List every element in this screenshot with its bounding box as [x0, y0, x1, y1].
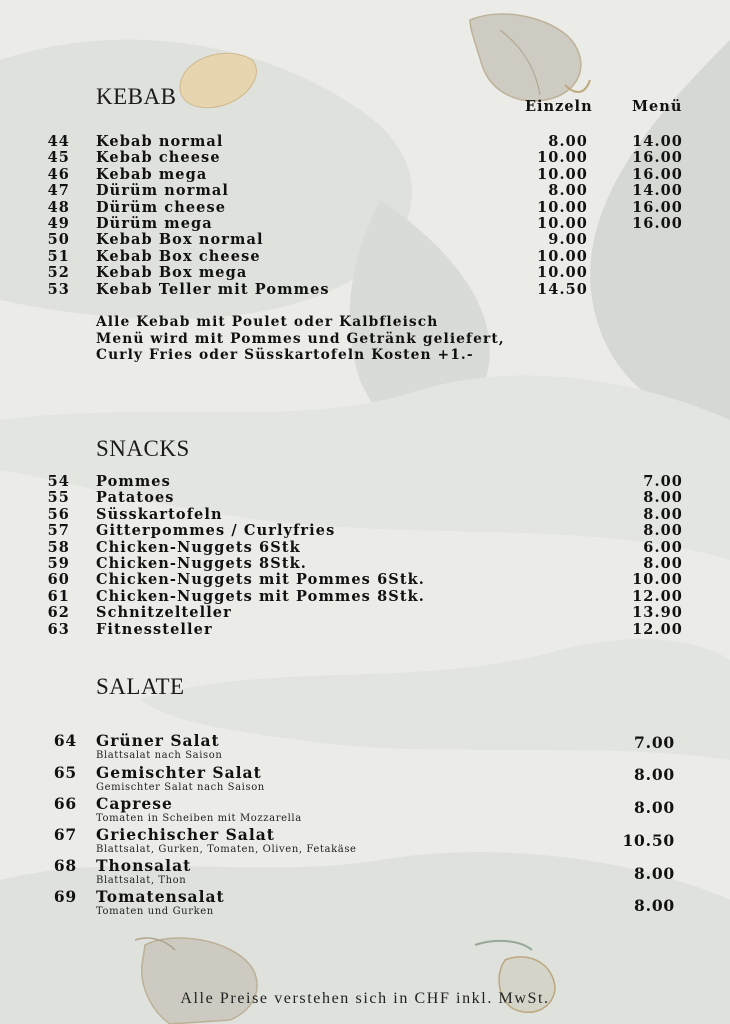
item-price: 7.00: [634, 733, 675, 752]
kebab-note-line: Curly Fries oder Süsskartofeln Kosten +1.-: [96, 347, 474, 364]
salad-item-row: [0, 731, 730, 762]
menu-price: 14.00: [632, 182, 683, 200]
menu-item-row: [0, 282, 730, 298]
item-number: 46: [47, 165, 70, 183]
item-description: Blattsalat nach Saison: [96, 750, 223, 761]
menu-item-row: [0, 589, 730, 605]
kebab-notes: [96, 314, 505, 364]
menu-item-row: [0, 572, 730, 588]
item-description: Blattsalat, Gurken, Tomaten, Oliven, Fetakäse: [96, 844, 357, 855]
salate-section-title: SALATE: [96, 674, 185, 699]
item-name: Chicken-Nuggets mit Pommes 6Stk.: [96, 571, 425, 589]
item-number: 57: [47, 522, 70, 540]
menu-price: 14.00: [632, 133, 683, 150]
single-price: 14.50: [537, 280, 588, 298]
item-name: Grüner Salat: [96, 731, 220, 750]
single-price: 10.00: [537, 149, 588, 167]
kebab-note-line: Alle Kebab mit Poulet oder Kalbfleisch: [96, 314, 439, 330]
item-price: 12.00: [632, 587, 683, 605]
single-price: 10.00: [537, 264, 588, 282]
item-number: 54: [47, 473, 70, 490]
single-price: 10.00: [537, 247, 588, 265]
price-footnote: Alle Preise verstehen sich in CHF inkl. MwSt.: [180, 990, 550, 1007]
item-name: Kebab Box mega: [96, 264, 248, 282]
menu-item-row: [0, 556, 730, 572]
item-number: 67: [53, 825, 77, 844]
item-description: Gemischter Salat nach Saison: [96, 782, 265, 793]
menu-item-row: [0, 490, 730, 506]
single-price: 10.00: [537, 198, 588, 216]
item-number: 50: [47, 231, 70, 249]
menu-item-row: [0, 249, 730, 265]
item-price: 12.00: [632, 620, 683, 638]
menu-item-row: [0, 474, 730, 490]
item-number: 49: [47, 215, 70, 232]
item-name: Chicken-Nuggets 6Stk: [96, 538, 301, 556]
menu-item-row: [0, 232, 730, 248]
item-price: 8.00: [643, 522, 683, 540]
menu-item-row: [0, 183, 730, 199]
item-name: Kebab normal: [96, 133, 224, 150]
item-number: 68: [53, 856, 77, 875]
item-price: 13.90: [632, 604, 683, 622]
item-name: Dürüm mega: [96, 215, 213, 232]
item-price: 10.00: [632, 571, 683, 589]
item-name: Kebab mega: [96, 165, 208, 183]
item-number: 61: [47, 587, 70, 605]
item-number: 62: [47, 604, 70, 622]
item-price: 10.50: [622, 831, 675, 850]
item-description: Tomaten und Gurken: [96, 906, 214, 917]
item-number: 48: [47, 198, 70, 216]
item-number: 55: [47, 489, 70, 507]
item-number: 58: [47, 538, 70, 556]
item-price: 8.00: [634, 864, 675, 883]
menu-price: 16.00: [632, 165, 683, 183]
item-price: 8.00: [634, 896, 675, 915]
item-number: 56: [47, 505, 70, 523]
item-name: Tomatensalat: [96, 887, 225, 906]
menu-item-row: [0, 540, 730, 556]
menu-item-row: [0, 150, 730, 166]
menu-item-row: [0, 265, 730, 281]
item-name: Pommes: [96, 473, 171, 490]
menu-item-row: [0, 134, 730, 150]
item-name: Kebab Teller mit Pommes: [96, 280, 330, 298]
menu-item-row: [0, 605, 730, 621]
item-number: 47: [47, 182, 70, 200]
item-number: 60: [47, 571, 70, 589]
item-price: 7.00: [643, 473, 683, 490]
single-price: 8.00: [548, 133, 588, 150]
menu-item-row: [0, 622, 730, 638]
item-name: Caprese: [96, 794, 173, 813]
item-name: Chicken-Nuggets 8Stk.: [96, 555, 307, 572]
menu-price: 16.00: [632, 149, 683, 167]
item-name: Thonsalat: [96, 856, 192, 875]
single-price: 10.00: [537, 215, 588, 232]
item-name: Dürüm cheese: [96, 198, 227, 216]
item-number: 63: [47, 620, 70, 638]
salad-item-row: [0, 794, 730, 825]
item-name: Dürüm normal: [96, 182, 229, 200]
item-name: Fitnessteller: [96, 620, 213, 638]
kebab-note-line: Menü wird mit Pommes und Getränk geliefert,: [96, 330, 505, 347]
item-price: 8.00: [643, 489, 683, 507]
menu-price-header: Menü: [632, 98, 683, 115]
item-number: 45: [47, 149, 70, 167]
single-price: 8.00: [548, 182, 588, 200]
item-price: 6.00: [643, 538, 683, 556]
salad-item-row: [0, 763, 730, 794]
item-number: 52: [47, 264, 70, 282]
item-description: Blattsalat, Thon: [96, 875, 187, 886]
item-price: 8.00: [643, 555, 683, 572]
snacks-section-title: SNACKS: [96, 436, 190, 461]
item-number: 69: [53, 887, 77, 906]
item-number: 44: [47, 133, 70, 150]
menu-item-row: [0, 200, 730, 216]
item-number: 64: [53, 731, 77, 750]
single-price-header: Einzeln: [525, 98, 593, 115]
single-price: 9.00: [548, 231, 588, 249]
item-name: Chicken-Nuggets mit Pommes 8Stk.: [96, 587, 425, 605]
item-price: 8.00: [643, 505, 683, 523]
salad-item-row: [0, 825, 730, 856]
salad-item-row: [0, 856, 730, 887]
item-price: 8.00: [634, 765, 675, 784]
item-number: 53: [47, 280, 70, 298]
item-name: Griechischer Salat: [96, 825, 275, 844]
menu-price: 16.00: [632, 215, 683, 232]
item-price: 8.00: [634, 798, 675, 817]
item-name: Schnitzelteller: [96, 604, 232, 622]
salad-item-row: [0, 887, 730, 918]
item-number: 65: [53, 763, 77, 782]
menu-price: 16.00: [632, 198, 683, 216]
menu-item-row: [0, 167, 730, 183]
item-name: Gitterpommes / Curlyfries: [96, 522, 336, 540]
single-price: 10.00: [537, 165, 588, 183]
item-description: Tomaten in Scheiben mit Mozzarella: [96, 813, 302, 824]
item-number: 59: [47, 555, 70, 572]
item-name: Gemischter Salat: [96, 763, 262, 782]
item-name: Kebab Box normal: [96, 231, 264, 249]
item-name: Kebab cheese: [96, 149, 221, 167]
menu-item-row: [0, 507, 730, 523]
kebab-section-title: KEBAB: [96, 84, 177, 109]
menu-item-row: [0, 523, 730, 539]
menu-item-row: [0, 216, 730, 232]
item-name: Süsskartofeln: [96, 505, 223, 523]
item-number: 51: [47, 247, 70, 265]
item-name: Kebab Box cheese: [96, 247, 261, 265]
item-name: Patatoes: [96, 489, 175, 507]
item-number: 66: [53, 794, 77, 813]
